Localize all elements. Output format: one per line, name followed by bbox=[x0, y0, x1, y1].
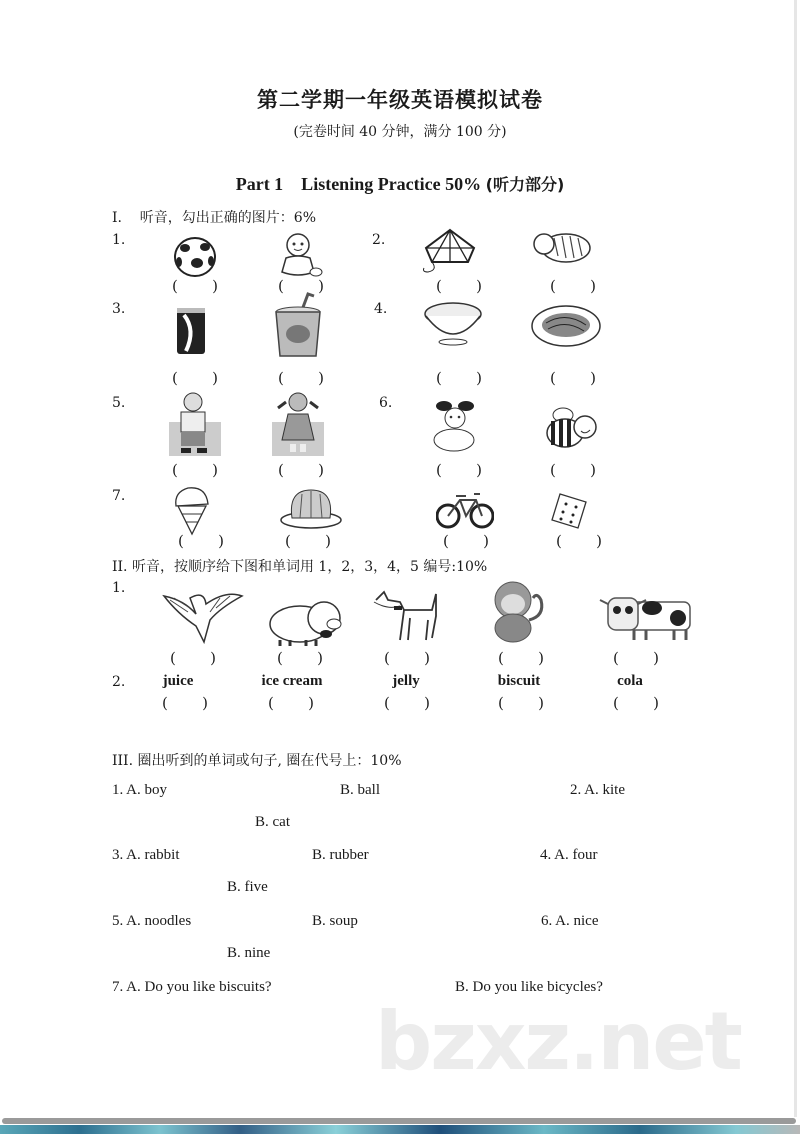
answer-paren[interactable]: ( ) bbox=[170, 649, 216, 667]
answer-paren[interactable]: ( ) bbox=[613, 649, 659, 667]
part-label-cn: (听力部分) bbox=[485, 175, 565, 194]
answer-paren[interactable]: ( ) bbox=[436, 461, 482, 479]
monkey-icon bbox=[487, 580, 547, 644]
answer-option[interactable]: B. ball bbox=[340, 782, 380, 798]
watermark: bzxz.net bbox=[375, 995, 741, 1088]
rice-bowl-icon bbox=[422, 300, 484, 348]
biscuit-icon bbox=[550, 492, 588, 530]
answer-paren[interactable]: ( ) bbox=[278, 277, 324, 295]
word-jelly: jelly bbox=[392, 673, 420, 689]
section2-heading: II. 听音，按顺序给下图和单词用 1，2，3，4，5 编号:10% bbox=[112, 559, 488, 575]
part-heading bbox=[0, 172, 800, 195]
section1-heading: I. 听音，勾出正确的图片：6% bbox=[112, 210, 316, 226]
answer-option[interactable]: B. Do you like bicycles? bbox=[455, 979, 603, 995]
pig-icon bbox=[266, 594, 348, 648]
answer-paren[interactable]: ( ) bbox=[268, 694, 314, 712]
answer-paren[interactable]: ( ) bbox=[172, 369, 218, 387]
page-subtitle: (完卷时间 40 分钟，满分 100 分) bbox=[293, 124, 507, 140]
bird-icon bbox=[160, 586, 244, 646]
answer-option[interactable]: 2. A. kite bbox=[570, 782, 625, 798]
answer-option[interactable]: 5. A. noodles bbox=[112, 913, 192, 929]
noodles-plate-icon bbox=[530, 303, 602, 349]
answer-paren[interactable]: ( ) bbox=[550, 461, 596, 479]
answer-paren[interactable]: ( ) bbox=[384, 649, 430, 667]
bicycle-icon bbox=[436, 490, 494, 530]
answer-paren[interactable]: ( ) bbox=[436, 277, 482, 295]
answer-paren[interactable]: ( ) bbox=[278, 369, 324, 387]
answer-paren[interactable]: ( ) bbox=[178, 532, 224, 550]
q5-number: 5. bbox=[112, 395, 126, 411]
desktop-background-strip bbox=[0, 1125, 800, 1134]
answer-paren[interactable]: ( ) bbox=[384, 694, 430, 712]
answer-paren[interactable]: ( ) bbox=[277, 649, 323, 667]
q3-number: 3. bbox=[112, 301, 126, 317]
answer-paren[interactable]: ( ) bbox=[436, 369, 482, 387]
word-cola: cola bbox=[617, 673, 643, 689]
answer-paren[interactable]: ( ) bbox=[285, 532, 331, 550]
kite-icon bbox=[418, 228, 480, 278]
answer-paren[interactable]: ( ) bbox=[550, 369, 596, 387]
answer-option[interactable]: 7. A. Do you like biscuits? bbox=[112, 979, 272, 995]
answer-option[interactable]: B. five bbox=[227, 879, 268, 895]
q1-number: 1. bbox=[112, 232, 126, 248]
horizontal-scrollbar[interactable] bbox=[2, 1118, 796, 1124]
answer-paren[interactable]: ( ) bbox=[172, 461, 218, 479]
answer-paren[interactable]: ( ) bbox=[556, 532, 602, 550]
answer-option[interactable]: 6. A. nice bbox=[541, 913, 599, 929]
answer-option[interactable]: B. nine bbox=[227, 945, 271, 961]
answer-option[interactable]: 1. A. boy bbox=[112, 782, 168, 798]
word-juice: juice bbox=[162, 673, 194, 689]
dog-icon bbox=[370, 588, 440, 644]
juice-cup-icon bbox=[272, 292, 326, 360]
answer-option[interactable]: 3. A. rabbit bbox=[112, 847, 180, 863]
answer-paren[interactable]: ( ) bbox=[172, 277, 218, 295]
word-ice-cream: ice cream bbox=[261, 673, 323, 689]
answer-option[interactable]: 4. A. four bbox=[540, 847, 598, 863]
word-biscuit: biscuit bbox=[497, 673, 541, 689]
cola-can-icon bbox=[174, 305, 208, 357]
answer-paren[interactable]: ( ) bbox=[162, 694, 208, 712]
ice-cream-icon bbox=[170, 484, 212, 536]
q6-number: 6. bbox=[379, 395, 393, 411]
cow-icon bbox=[598, 592, 696, 642]
jelly-icon bbox=[278, 486, 344, 530]
page-title: 第二学期一年级英语模拟试卷 bbox=[257, 88, 543, 112]
answer-paren[interactable]: ( ) bbox=[278, 461, 324, 479]
ball-icon bbox=[172, 236, 218, 278]
s2-q1-number: 1. bbox=[112, 580, 126, 596]
bee-icon bbox=[543, 405, 599, 453]
answer-paren[interactable]: ( ) bbox=[498, 694, 544, 712]
s2-q2-number: 2. bbox=[112, 674, 126, 690]
doll-icon bbox=[276, 232, 324, 280]
answer-paren[interactable]: ( ) bbox=[498, 649, 544, 667]
answer-paren[interactable]: ( ) bbox=[443, 532, 489, 550]
cat-icon bbox=[530, 226, 594, 266]
answer-paren[interactable]: ( ) bbox=[550, 277, 596, 295]
answer-option[interactable]: B. rubber bbox=[312, 847, 369, 863]
boy-icon bbox=[169, 392, 221, 456]
answer-option[interactable]: B. soup bbox=[312, 913, 358, 929]
part-label: Part 1 Listening Practice 50% bbox=[235, 174, 482, 194]
rabbit-icon bbox=[430, 398, 480, 454]
answer-option[interactable]: B. cat bbox=[255, 814, 290, 830]
answer-paren[interactable]: ( ) bbox=[613, 694, 659, 712]
q7-number: 7. bbox=[112, 488, 126, 504]
section3-heading: III. 圈出听到的单词或句子, 圈在代号上：10% bbox=[112, 753, 402, 769]
girl-icon bbox=[272, 392, 324, 456]
q2-number: 2. bbox=[372, 232, 386, 248]
q4-number: 4. bbox=[374, 301, 388, 317]
